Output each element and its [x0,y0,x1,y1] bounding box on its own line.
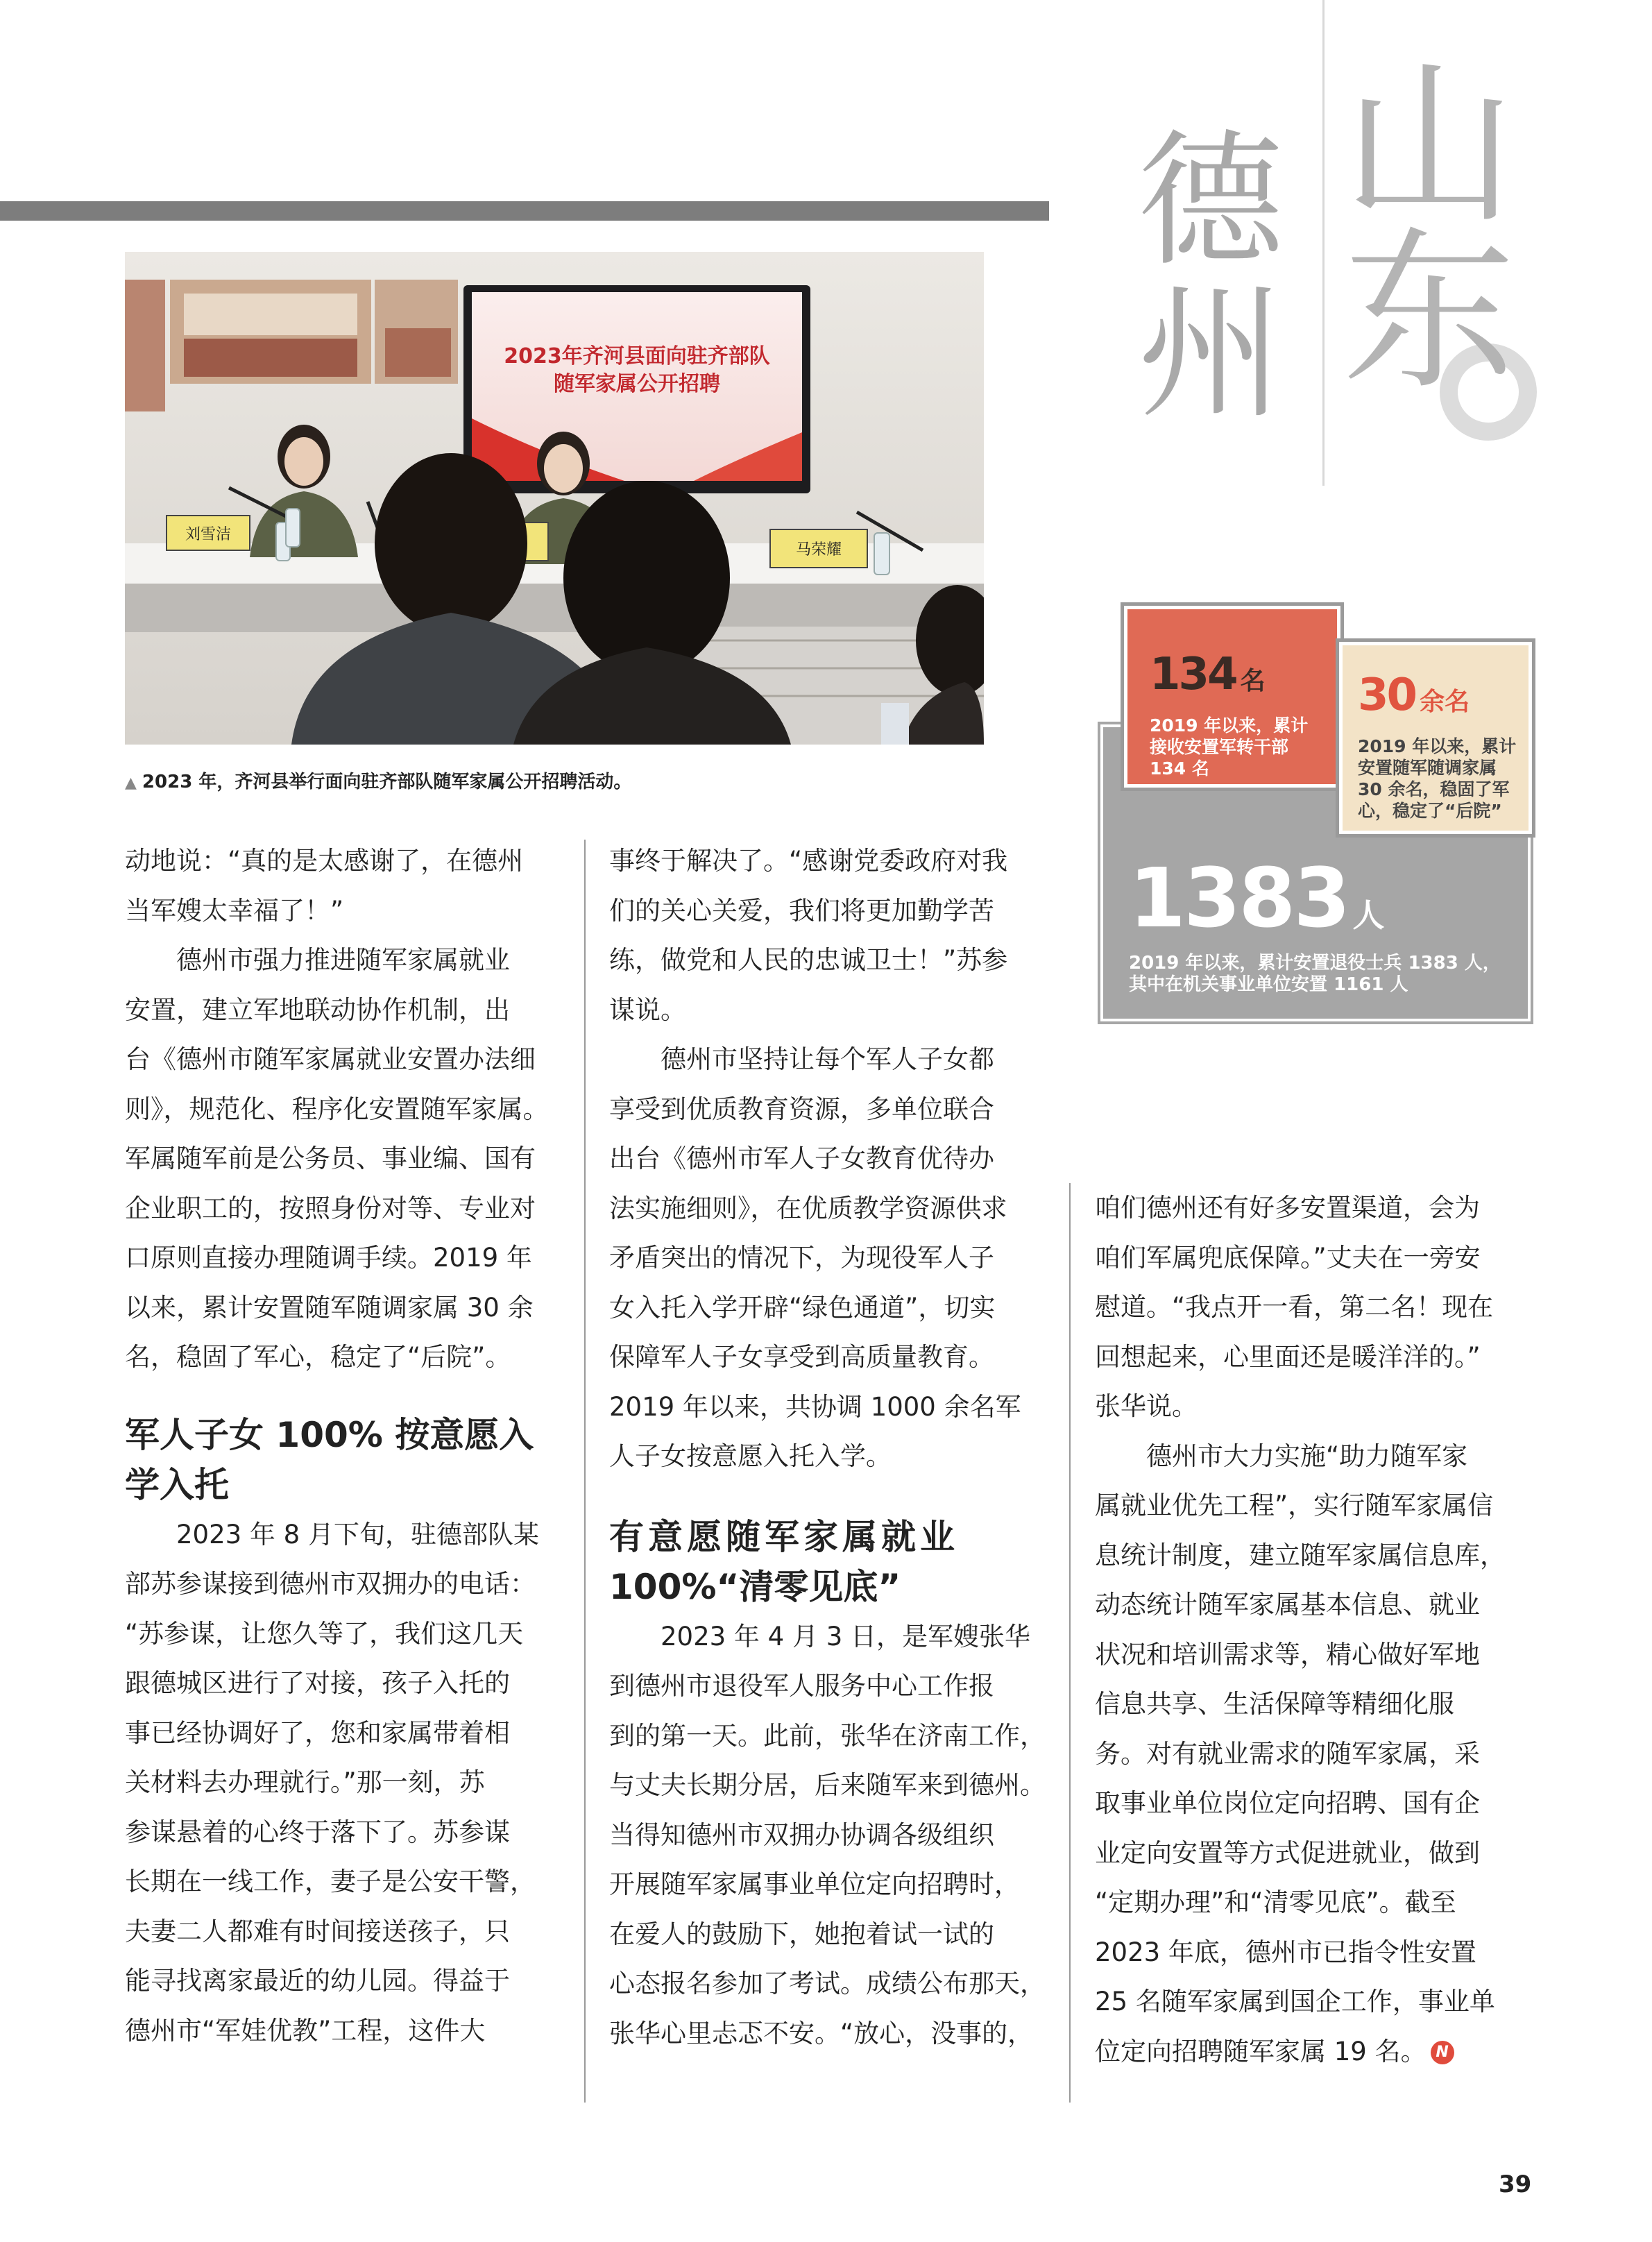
col2-paragraph-1: 事终于解决了。“感谢党委政府对我 们的关心关爱，我们将更加勤学苦 练，做党和人民的忠诚卫士！”苏参 谋说。 [609,846,1008,1025]
province-char-1: 山 [1343,44,1516,246]
caption-triangle-icon: ▲ [125,774,137,792]
city-char-2: 州 [1138,269,1284,439]
col1-paragraph-1: 动地说：“真的是太感谢了，在德州 当军嫂太幸福了！” [125,846,524,926]
stat-box-officers [1124,606,1340,788]
col2-heading: 有意愿随军家属就业 100%“清零见底” [609,1516,959,1607]
col1-heading: 军人子女 100% 按意愿入 学入托 [125,1414,534,1505]
nameplate-left: 刘雪洁 [185,526,232,543]
article-column-3 [1095,1183,1531,2076]
col2-paragraph-2: 德州市坚持让每个军人子女都 享受到优质教育资源，多单位联合 出台《德州市军人子女教育优待办 法实施细则》，在优质教学资源供求 矛盾突出的情况下，为现役军人子 女入托入学开辟“绿色通道”，切实 保障军人子女享受到高质量教育。 2019 年以来，共协调 1000 余名军 人子女按意愿入托入学。 [609,1044,1021,1471]
province-title [1343,44,1516,413]
city-char-1: 德 [1138,116,1284,286]
photo-caption [125,767,631,793]
province-char-2: 东 [1343,211,1516,413]
stat-families-number: 30 余名 [1358,670,1470,721]
stat-officers-number: 134 名 [1150,649,1266,700]
col2-paragraph-3: 2023 年 4 月 3 日，是军嫂张华 到德州市退役军人服务中心工作报 到的第一天。此前，张华在济南工作， 与丈夫长期分居，后来随军来到德州。 当得知德州市双拥办协调各级组织 开展随军家属事业单位定向招聘时， 在爱人的鼓励下，她抱着试一试的 心态报名参加了考试。成绩公布那天， 张华心里忐忑不安。“放心，没事的， [609,1621,1046,2048]
page-number: 39 [1499,2171,1532,2198]
article-column-1 [125,836,561,2055]
caption-text: 2023 年，齐河县举行面向驻齐部队随军家属公开招聘活动。 [142,772,632,792]
col1-paragraph-2: 德州市强力推进随军家属就业 安置，建立军地联动协作机制，出 台《德州市随军家属就业安置办法细 则》，规范化、程序化安置随军家属。 军属随军前是公务员、事业编、国有 企业职工的，按照身份对等、专业对 口原则直接办理随调手续。2019 年 以来，累计安置随军随调家属 30 余 名，稳固了军心，稳定了“后院”。 [125,945,549,1372]
end-mark-icon: N [1431,2041,1454,2064]
nameplate-right: 马荣耀 [795,541,842,559]
stat-officers-desc: 2019 年以来，累计 接收安置军转干部 134 名 [1150,715,1309,779]
stat-veterans-desc: 2019 年以来，累计安置退役士兵 1383 人， 其中在机关事业单位安置 1161 人 [1129,953,1501,995]
col3-paragraph-2: 德州市大力实施“助力随军家 属就业优先工程”，实行随军家属信 息统计制度，建立随军家属信息库， 动态统计随军家属基本信息、就业 状况和培训需求等，精心做好军地 信息共享、生活保障等精细化服 务。对有就业需求的随军家属，采 取事业单位岗位定向招聘、国有企 业定向安置等方式促进就业，做到 “定期办理”和“清零见底”。截至 2023 年底，德州市已指令性安置 25 名随军家属到国企工作，事业单 位定向招聘随军家属 19 名。 N [1095,1441,1506,2066]
header-rule [0,201,1049,221]
screen-title-line2: 随军家属公开招聘 [554,372,720,396]
col3-paragraph-1: 咱们德州还有好多安置渠道，会为 咱们军属兜底保障。”丈夫在一旁安 慰道。“我点开一看，第二名！现在 回想起来，心里面还是暖洋洋的。” 张华说。 [1095,1193,1494,1421]
stat-veterans-number: 1383 人 [1129,850,1385,946]
article-column-2 [609,836,1045,2058]
column-separator-2 [1069,1183,1071,2103]
column-separator-1 [584,840,586,2103]
header-divider [1322,0,1325,486]
stat-veterans [1129,850,1385,946]
screen-title-line1: 2023年齐河县面向驻齐部队 [504,344,770,368]
stat-families-desc: 2019 年以来，累计 安置随军随调家属 30 余名，稳固了军 心，稳定了“后院” [1358,736,1517,821]
stat-box-families [1339,642,1532,834]
photo-illustration [125,252,984,745]
city-title [1138,116,1284,439]
recruitment-photo [125,252,984,745]
col1-paragraph-3: 2023 年 8 月下旬，驻德部队某 部苏参谋接到德州市双拥办的电话： “苏参谋，让您久等了，我们这几天 跟德城区进行了对接，孩子入托的 事已经协调好了，您和家属带着相 关材料去办理就行。”那一刻，苏 参谋悬着的心终于落下了。苏参谋 长期在一线工作，妻子是公安干警， 夫妻二人都难有时间接送孩子，只 能寻找离家最近的幼儿园。得益于 德州市“军娃优教”工程，这件大 [125,1519,539,2046]
